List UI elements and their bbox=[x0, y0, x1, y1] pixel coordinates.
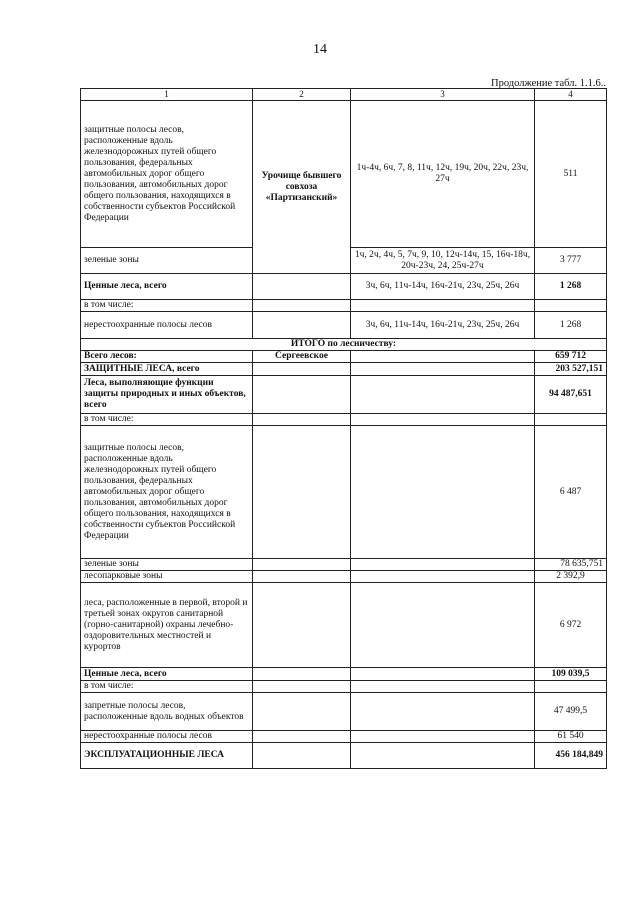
area-cell: 456 184,849 bbox=[535, 743, 607, 769]
empty-cell bbox=[253, 731, 351, 743]
row-label: Всего лесов: bbox=[81, 351, 253, 363]
table-row bbox=[81, 668, 607, 681]
table-row bbox=[81, 274, 607, 300]
forest-table bbox=[80, 88, 607, 769]
table-row bbox=[81, 693, 607, 731]
row-label: зеленые зоны bbox=[81, 248, 253, 274]
empty-cell bbox=[351, 300, 535, 312]
empty-cell bbox=[253, 274, 351, 300]
quarters-cell: 3ч, 6ч, 11ч-14ч, 16ч-21ч, 23ч, 25ч, 26ч bbox=[351, 312, 535, 339]
table-row bbox=[81, 101, 607, 248]
row-label: нерестоохранные полосы лесов bbox=[81, 731, 253, 743]
itogo-row bbox=[81, 339, 607, 351]
itogo-label: ИТОГО по лесничеству: bbox=[81, 339, 607, 351]
row-label: в том числе: bbox=[81, 681, 253, 693]
row-label: ЭКСПЛУАТАЦИОННЫЕ ЛЕСА bbox=[81, 743, 253, 769]
empty-cell bbox=[351, 693, 535, 731]
locality-cell: Урочище бывшего совхоза «Партизанский» bbox=[253, 101, 351, 274]
empty-cell bbox=[253, 681, 351, 693]
empty-cell bbox=[253, 559, 351, 571]
empty-cell bbox=[535, 681, 607, 693]
empty-cell bbox=[253, 583, 351, 668]
empty-cell bbox=[253, 300, 351, 312]
table-row bbox=[81, 681, 607, 693]
table-continuation-note: Продолжение табл. 1.1.6.. bbox=[491, 78, 606, 89]
area-cell: 61 540 bbox=[535, 731, 607, 743]
empty-cell bbox=[253, 668, 351, 681]
area-cell: 109 039,5 bbox=[535, 668, 607, 681]
table-row bbox=[81, 571, 607, 583]
table-row bbox=[81, 363, 607, 376]
empty-cell bbox=[351, 414, 535, 426]
empty-cell bbox=[253, 312, 351, 339]
area-cell: 1 268 bbox=[535, 274, 607, 300]
table-row bbox=[81, 376, 607, 414]
empty-cell bbox=[351, 681, 535, 693]
area-cell: 6 972 bbox=[535, 583, 607, 668]
empty-cell bbox=[351, 668, 535, 681]
empty-cell bbox=[351, 571, 535, 583]
header-col-4: 4 bbox=[535, 89, 607, 101]
empty-cell bbox=[253, 743, 351, 769]
table-row bbox=[81, 583, 607, 668]
row-label: ЗАЩИТНЫЕ ЛЕСА, всего bbox=[81, 363, 253, 376]
area-cell: 94 487,651 bbox=[535, 376, 607, 414]
quarters-cell: 1ч, 2ч, 4ч, 5, 7ч, 9, 10, 12ч-14ч, 15, 16ч-18ч, 20ч-23ч, 24, 25ч-27ч bbox=[351, 248, 535, 274]
table-row bbox=[81, 312, 607, 339]
row-label: леса, расположенные в первой, второй и третьей зонах округов санитарной (горно-санитарной) охраны лечебно-оздоровительных местностей и курортов bbox=[81, 583, 253, 668]
empty-cell bbox=[351, 376, 535, 414]
row-label: нерестоохранные полосы лесов bbox=[81, 312, 253, 339]
row-label: защитные полосы лесов, расположенные вдоль железнодорожных путей общего пользования, федеральных автомобильных дорог общего пользования, автомобильных дорог общего пользования, находящихся в собственности субъектов Российской Федерации bbox=[81, 426, 253, 559]
empty-cell bbox=[351, 426, 535, 559]
area-cell: 511 bbox=[535, 101, 607, 248]
empty-cell bbox=[253, 376, 351, 414]
header-col-2: 2 bbox=[253, 89, 351, 101]
empty-cell bbox=[351, 559, 535, 571]
empty-cell bbox=[535, 300, 607, 312]
area-cell: 1 268 bbox=[535, 312, 607, 339]
table-row bbox=[81, 731, 607, 743]
area-cell: 78 635,751 bbox=[535, 559, 607, 571]
row-label: Ценные леса, всего bbox=[81, 668, 253, 681]
area-cell: 659 712 bbox=[535, 351, 607, 363]
row-label: зеленые зоны bbox=[81, 559, 253, 571]
empty-cell bbox=[351, 351, 535, 363]
empty-cell bbox=[351, 731, 535, 743]
empty-cell bbox=[253, 363, 351, 376]
empty-cell bbox=[253, 571, 351, 583]
header-col-1: 1 bbox=[81, 89, 253, 101]
quarters-cell: 3ч, 6ч, 11ч-14ч, 16ч-21ч, 23ч, 25ч, 26ч bbox=[351, 274, 535, 300]
header-col-3: 3 bbox=[351, 89, 535, 101]
quarters-cell: 1ч-4ч, 6ч, 7, 8, 11ч, 12ч, 19ч, 20ч, 22ч, 23ч, 27ч bbox=[351, 101, 535, 248]
row-label: лесопарковые зоны bbox=[81, 571, 253, 583]
table-row bbox=[81, 414, 607, 426]
table-row bbox=[81, 559, 607, 571]
empty-cell bbox=[351, 743, 535, 769]
page-number: 14 bbox=[313, 42, 327, 57]
area-cell: 3 777 bbox=[535, 248, 607, 274]
table-header-row bbox=[81, 89, 607, 101]
area-cell: 2 392,9 bbox=[535, 571, 607, 583]
area-cell: 6 487 bbox=[535, 426, 607, 559]
row-label: Леса, выполняющие функции защиты природных и иных объектов, всего bbox=[81, 376, 253, 414]
table-row bbox=[81, 300, 607, 312]
empty-cell bbox=[351, 583, 535, 668]
row-label: в том числе: bbox=[81, 300, 253, 312]
row-label: в том числе: bbox=[81, 414, 253, 426]
area-cell: 203 527,151 bbox=[535, 363, 607, 376]
area-cell: 47 499,5 bbox=[535, 693, 607, 731]
table-row bbox=[81, 426, 607, 559]
empty-cell bbox=[253, 414, 351, 426]
table-row bbox=[81, 743, 607, 769]
row-label: запретные полосы лесов, расположенные вдоль водных объектов bbox=[81, 693, 253, 731]
row-label: Ценные леса, всего bbox=[81, 274, 253, 300]
locality-name: Сергеевское bbox=[253, 351, 351, 363]
empty-cell bbox=[253, 426, 351, 559]
empty-cell bbox=[535, 414, 607, 426]
table-row bbox=[81, 351, 607, 363]
empty-cell bbox=[351, 363, 535, 376]
row-label: защитные полосы лесов, расположенные вдоль железнодорожных путей общего пользования, федеральных автомобильных дорог общего пользования, автомобильных дорог общего пользования, находящихся в собственности субъектов Российской Федерации bbox=[81, 101, 253, 248]
empty-cell bbox=[253, 693, 351, 731]
